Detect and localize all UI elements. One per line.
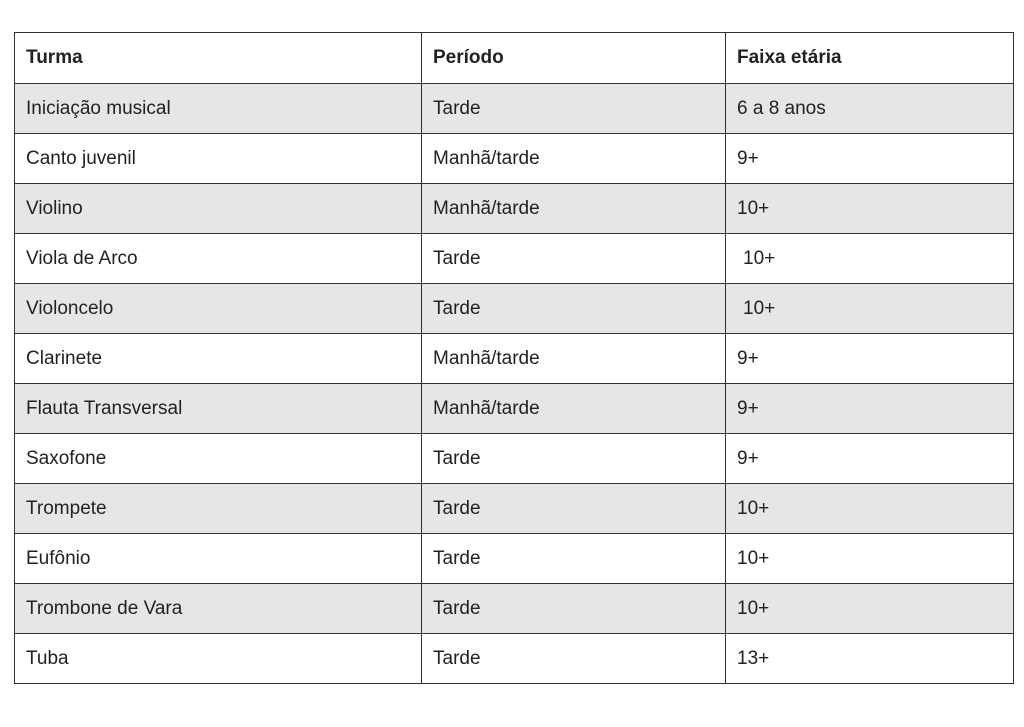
cell-periodo: Tarde [422, 634, 726, 684]
cell-faixa-etaria: 10+ [726, 484, 1014, 534]
cell-turma: Canto juvenil [15, 134, 422, 184]
header-faixa-etaria: Faixa etária [726, 33, 1014, 84]
cell-turma: Trombone de Vara [15, 584, 422, 634]
cell-periodo: Tarde [422, 434, 726, 484]
cell-periodo: Manhã/tarde [422, 334, 726, 384]
cell-turma: Violino [15, 184, 422, 234]
table-row [15, 384, 1014, 434]
cell-turma: Tuba [15, 634, 422, 684]
table-row [15, 334, 1014, 384]
class-schedule-table [14, 32, 1014, 684]
cell-turma: Saxofone [15, 434, 422, 484]
cell-faixa-etaria: 10+ [726, 284, 1014, 334]
table-row [15, 284, 1014, 334]
cell-faixa-etaria: 10+ [726, 234, 1014, 284]
cell-turma: Clarinete [15, 334, 422, 384]
class-schedule-table-container [14, 32, 1013, 684]
cell-periodo: Tarde [422, 584, 726, 634]
cell-faixa-etaria: 10+ [726, 534, 1014, 584]
cell-turma: Eufônio [15, 534, 422, 584]
table-row [15, 434, 1014, 484]
cell-periodo: Manhã/tarde [422, 384, 726, 434]
cell-faixa-etaria: 9+ [726, 434, 1014, 484]
table-row [15, 634, 1014, 684]
table-row [15, 584, 1014, 634]
cell-turma: Violoncelo [15, 284, 422, 334]
cell-faixa-etaria: 9+ [726, 134, 1014, 184]
table-row [15, 184, 1014, 234]
header-periodo: Período [422, 33, 726, 84]
cell-faixa-etaria: 10+ [726, 184, 1014, 234]
cell-turma: Iniciação musical [15, 84, 422, 134]
cell-periodo: Tarde [422, 234, 726, 284]
table-row [15, 234, 1014, 284]
table-row [15, 84, 1014, 134]
table-row [15, 534, 1014, 584]
header-turma: Turma [15, 33, 422, 84]
cell-turma: Trompete [15, 484, 422, 534]
cell-periodo: Tarde [422, 284, 726, 334]
cell-periodo: Tarde [422, 84, 726, 134]
cell-periodo: Tarde [422, 484, 726, 534]
cell-faixa-etaria: 10+ [726, 584, 1014, 634]
cell-faixa-etaria: 6 a 8 anos [726, 84, 1014, 134]
cell-faixa-etaria: 9+ [726, 334, 1014, 384]
cell-periodo: Manhã/tarde [422, 134, 726, 184]
cell-turma: Flauta Transversal [15, 384, 422, 434]
table-row [15, 134, 1014, 184]
cell-periodo: Manhã/tarde [422, 184, 726, 234]
cell-turma: Viola de Arco [15, 234, 422, 284]
table-header-row [15, 33, 1014, 84]
table-row [15, 484, 1014, 534]
cell-periodo: Tarde [422, 534, 726, 584]
cell-faixa-etaria: 9+ [726, 384, 1014, 434]
cell-faixa-etaria: 13+ [726, 634, 1014, 684]
